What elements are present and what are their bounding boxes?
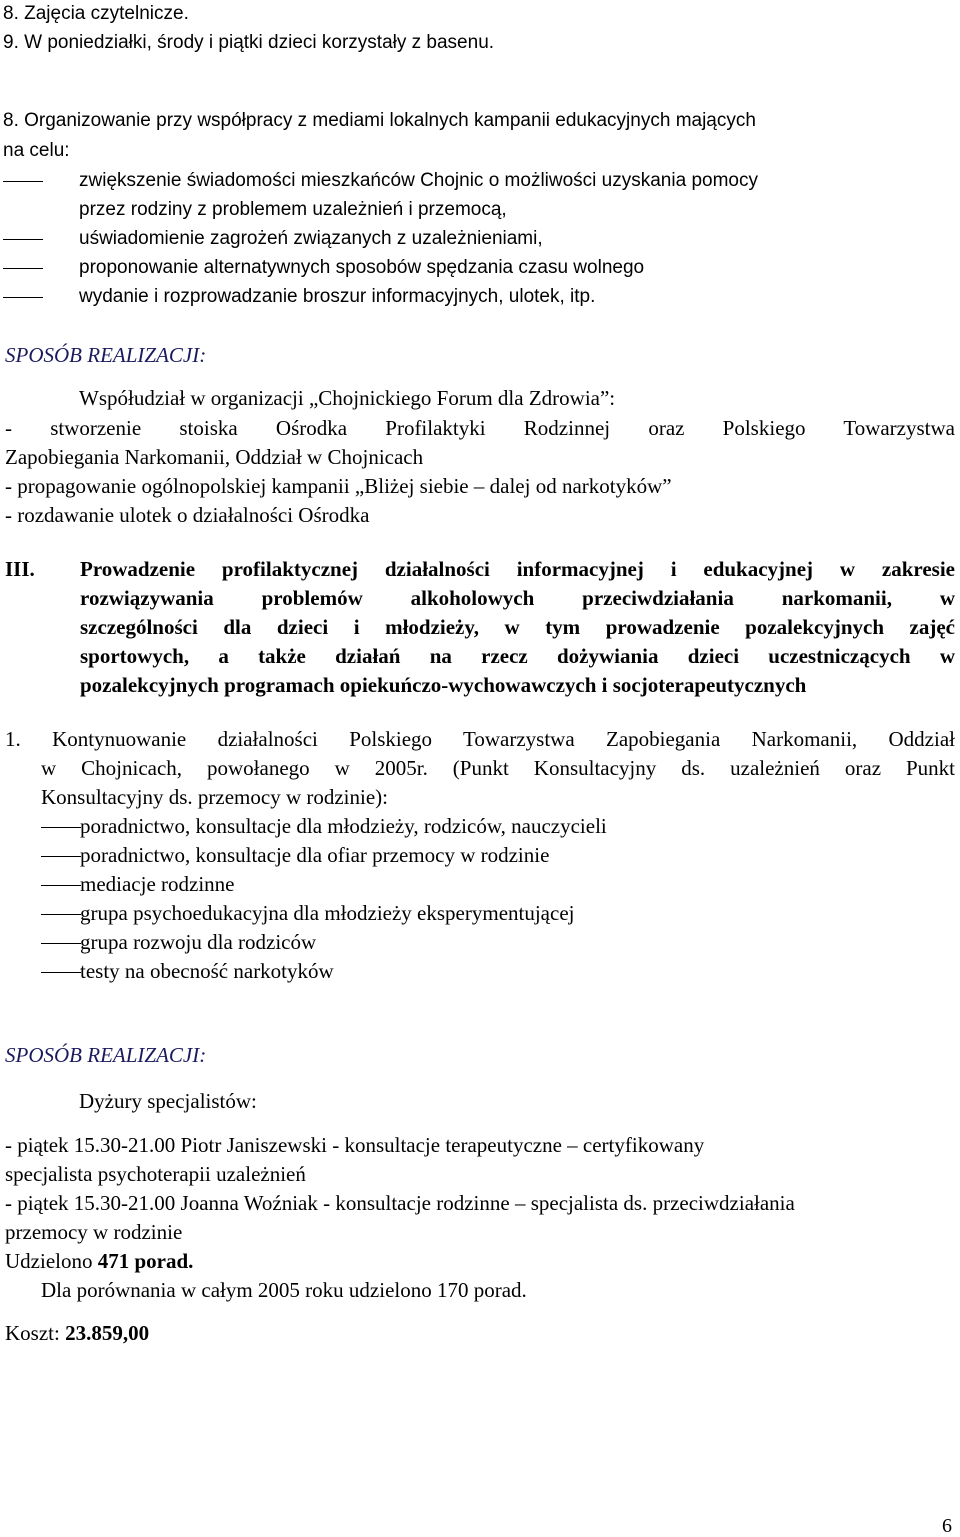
section-3-line: szczególności dla dzieci i młodzieży, w tym prowadzenie pozalekcyjnych zajęć [80, 615, 955, 639]
bullet-text: zwiększenie świadomości mieszkańców Chojnic o możliwości uzyskania pomocy [79, 170, 758, 191]
duty-line: specjalista psychoterapii uzależnień [5, 1162, 306, 1186]
dash-bullet [3, 297, 43, 298]
item-1-line: w Chojnicach, powołanego w 2005r. (Punkt Konsultacyjny ds. uzależnień oraz Punkt [41, 756, 955, 780]
duty-label: Dyżury specjalistów: [79, 1089, 257, 1113]
bullet-text: testy na obecność narkotyków [80, 959, 334, 983]
comparison-line: Dla porównania w całym 2005 roku udzielono 170 porad. [41, 1278, 527, 1302]
section-3-line: Prowadzenie profilaktycznej działalności informacyjnej i edukacyjnej w zakresie [80, 557, 955, 581]
dash-bullet [3, 239, 43, 240]
bullet-text: poradnictwo, konsultacje dla ofiar przemocy w rodzinie [80, 843, 550, 867]
dash-bullet [41, 972, 81, 973]
bullet-text-cont: przez rodziny z problemem uzależnień i przemocą, [79, 199, 507, 220]
realization-heading: SPOSÓB REALIZACJI: [5, 343, 207, 367]
advice-count: 471 [97, 1249, 130, 1273]
dash-bullet [41, 856, 81, 857]
dash-bullet [3, 181, 43, 182]
dash-bullet [3, 268, 43, 269]
list-item: 9. W poniedziałki, środy i piątki dzieci korzystały z basenu. [3, 32, 495, 53]
section-number: III. [5, 557, 35, 581]
section-8-heading: 8. Organizowanie przy współpracy z mediami lokalnych kampanii edukacyjnych mających [3, 110, 756, 131]
page-number: 6 [942, 1515, 952, 1537]
cost-value: 23.859,00 [65, 1321, 150, 1345]
realization-intro: Współudział w organizacji „Chojnickiego Forum dla Zdrowia”: [79, 386, 616, 410]
bullet-text: grupa psychoedukacyjna dla młodzieży eksperymentującej [80, 901, 575, 925]
bullet-text: wydanie i rozprowadzanie broszur informacyjnych, ulotek, itp. [79, 286, 596, 307]
realization-line: - rozdawanie ulotek o działalności Ośrodka [5, 503, 370, 527]
item-1-line: 1. Kontynuowanie działalności Polskiego Towarzystwa Zapobiegania Narkomanii, Oddział [5, 727, 955, 751]
advice-suffix: porad. [129, 1249, 194, 1273]
advice-count-line [5, 1251, 193, 1272]
duty-line: - piątek 15.30-21.00 Piotr Janiszewski - konsultacje terapeutyczne – certyfikowany [5, 1133, 705, 1157]
advice-prefix: Udzielono [5, 1249, 98, 1273]
item-1-line: Konsultacyjny ds. przemocy w rodzinie): [41, 785, 388, 809]
section-3-line: rozwiązywania problemów alkoholowych przeciwdziałania narkomanii, w [80, 586, 955, 610]
cost-line [5, 1323, 149, 1344]
realization-line: - propagowanie ogólnopolskiej kampanii „Bliżej siebie – dalej od narkotyków” [5, 474, 672, 498]
section-3-line: sportowych, a także działań na rzecz dożywiania dzieci uczestniczących w [80, 644, 955, 668]
realization-heading: SPOSÓB REALIZACJI: [5, 1043, 207, 1067]
bullet-text: poradnictwo, konsultacje dla młodzieży, rodziców, nauczycieli [80, 814, 607, 838]
list-item: 8. Zajęcia czytelnicze. [3, 3, 189, 24]
duty-line: przemocy w rodzinie [5, 1220, 183, 1244]
bullet-text: grupa rozwoju dla rodziców [80, 930, 317, 954]
realization-line: - stworzenie stoiska Ośrodka Profilaktyki Rodzinnej oraz Polskiego Towarzystwa [5, 416, 955, 440]
bullet-text: mediacje rodzinne [80, 872, 235, 896]
bullet-text: uświadomienie zagrożeń związanych z uzależnieniami, [79, 228, 543, 249]
dash-bullet [41, 914, 81, 915]
dash-bullet [41, 943, 81, 944]
realization-line: Zapobiegania Narkomanii, Oddział w Chojnicach [5, 445, 424, 469]
duty-line: - piątek 15.30-21.00 Joanna Woźniak - konsultacje rodzinne – specjalista ds. przeciwdziałania [5, 1191, 795, 1215]
bullet-text: proponowanie alternatywnych sposobów spędzania czasu wolnego [79, 257, 645, 278]
dash-bullet [41, 827, 81, 828]
dash-bullet [41, 885, 81, 886]
section-3-line: pozalekcyjnych programach opiekuńczo-wychowawczych i socjoterapeutycznych [80, 673, 807, 697]
cost-label: Koszt: [5, 1321, 66, 1345]
section-8-heading-cont: na celu: [3, 140, 70, 161]
